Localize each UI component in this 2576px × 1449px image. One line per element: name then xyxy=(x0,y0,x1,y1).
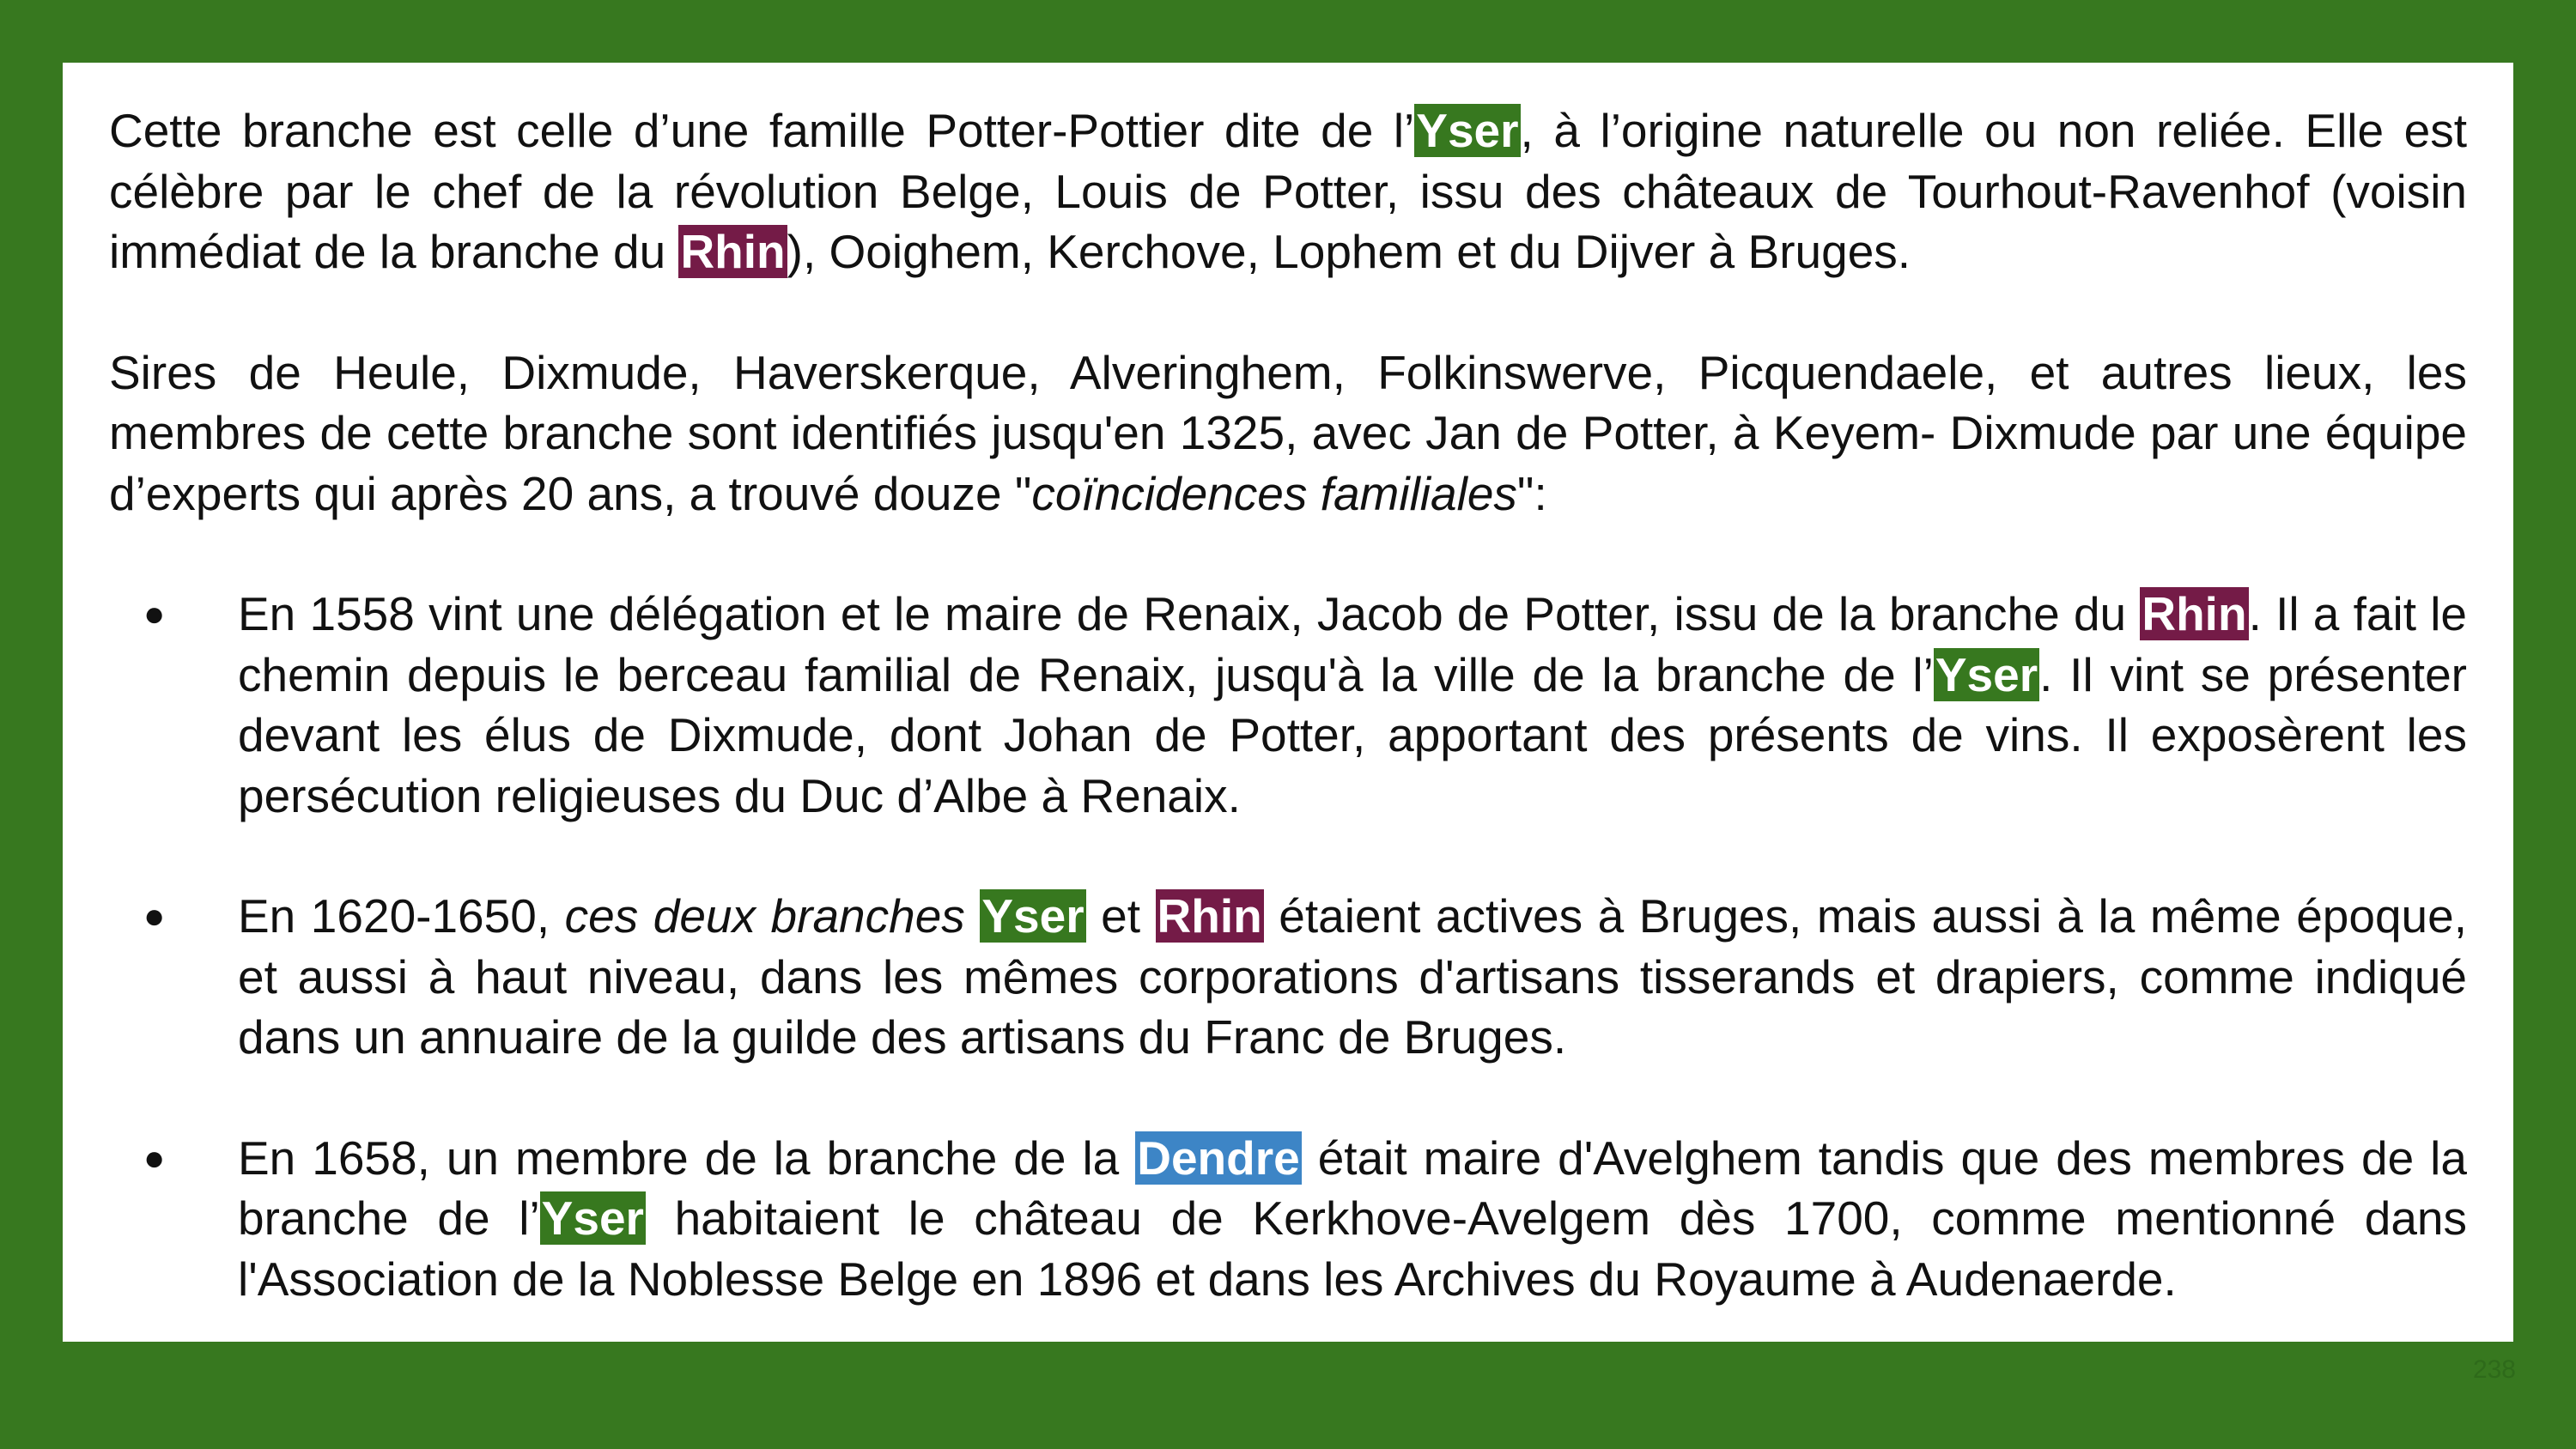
tag-yser: Yser xyxy=(1416,104,1519,157)
tag-dendre: Dendre xyxy=(1137,1131,1300,1185)
tag-yser: Yser xyxy=(541,1191,644,1245)
text-run: Sires de Heule, Dixmude, Haverskerque, Alveringhem, Folkinswerve, Picquendaele, et autres lieux, les membres de cette branche sont identifiés jusqu'en 1325, avec Jan de Potter, à Keyem- Dixmude par une équipe d’experts qui après 20 ans, a trouvé douze " xyxy=(109,345,2467,520)
list-item-1658 xyxy=(109,1128,2467,1310)
tag-rhin: Rhin xyxy=(680,225,786,278)
text-run: En 1558 vint une délégation et le maire de Renaix, Jacob de Potter, issu de la branche du xyxy=(238,587,2141,640)
text-run: était maire d'Avelghem tandis que des membres de la branche de l’ xyxy=(238,1131,2467,1245)
text-run: étaient actives à Bruges, mais aussi à la même époque, et aussi à haut niveau, dans les mêmes corporations d'artisans tisserands et drapiers, comme indiqué dans un annuaire de la guilde des artisans du Franc de Bruges. xyxy=(238,889,2467,1064)
list-item-1558 xyxy=(109,584,2467,826)
text-run xyxy=(965,889,981,943)
text-run: . Il a fait le chemin depuis le berceau familial de Renaix, jusqu'à la ville de la branche de l’ xyxy=(238,587,2468,701)
page-number: 238 xyxy=(2472,1355,2516,1384)
text-run: Cette branche est celle d’une famille Potter-Pottier dite de l’ xyxy=(109,104,1415,157)
bullet-icon: ● xyxy=(143,1137,166,1178)
tag-yser: Yser xyxy=(981,889,1084,943)
tag-rhin: Rhin xyxy=(2142,587,2247,640)
tag-yser: Yser xyxy=(1935,647,2038,701)
list-item-1620 xyxy=(109,886,2467,1068)
intro-paragraph xyxy=(109,100,2467,282)
text-run: habitaient le château de Kerkhove-Avelgem dès 1700, comme mentionné dans l'Association de la Noblesse Belge en 1896 et dans les Archives du Royaume à Audenaerde. xyxy=(238,1191,2468,1306)
text-run: En 1658, un membre de la branche de la xyxy=(238,1131,1136,1185)
sires-paragraph xyxy=(109,343,2467,524)
text-run: En 1620-1650, xyxy=(238,889,565,943)
text-run: ), Ooighem, Kerchove, Lophem et du Dijver à Bruges. xyxy=(787,225,1911,278)
text-run: . Il vint se présenter devant les élus de Dixmude, dont Johan de Potter, apportant des présents de vins. Il exposèrent les persécution religieuses du Duc d’Albe à Renaix. xyxy=(238,647,2467,822)
text-run: et xyxy=(1085,889,1156,943)
bullet-icon: ● xyxy=(143,593,166,634)
content-panel xyxy=(63,63,2513,1342)
text-run: ": xyxy=(1516,466,1547,520)
emphasis-text: coïncidences familiales xyxy=(1031,466,1517,520)
emphasis-text: ces deux branches xyxy=(564,889,965,943)
bullet-icon: ● xyxy=(143,895,166,936)
text-run: , à l’origine naturelle ou non reliée. Elle est célèbre par le chef de la révolution Belge, Louis de Potter, issu des châteaux de Tourhout-Ravenhof (voisin immédiat de la branche du xyxy=(109,104,2467,278)
tag-rhin: Rhin xyxy=(1157,889,1262,943)
